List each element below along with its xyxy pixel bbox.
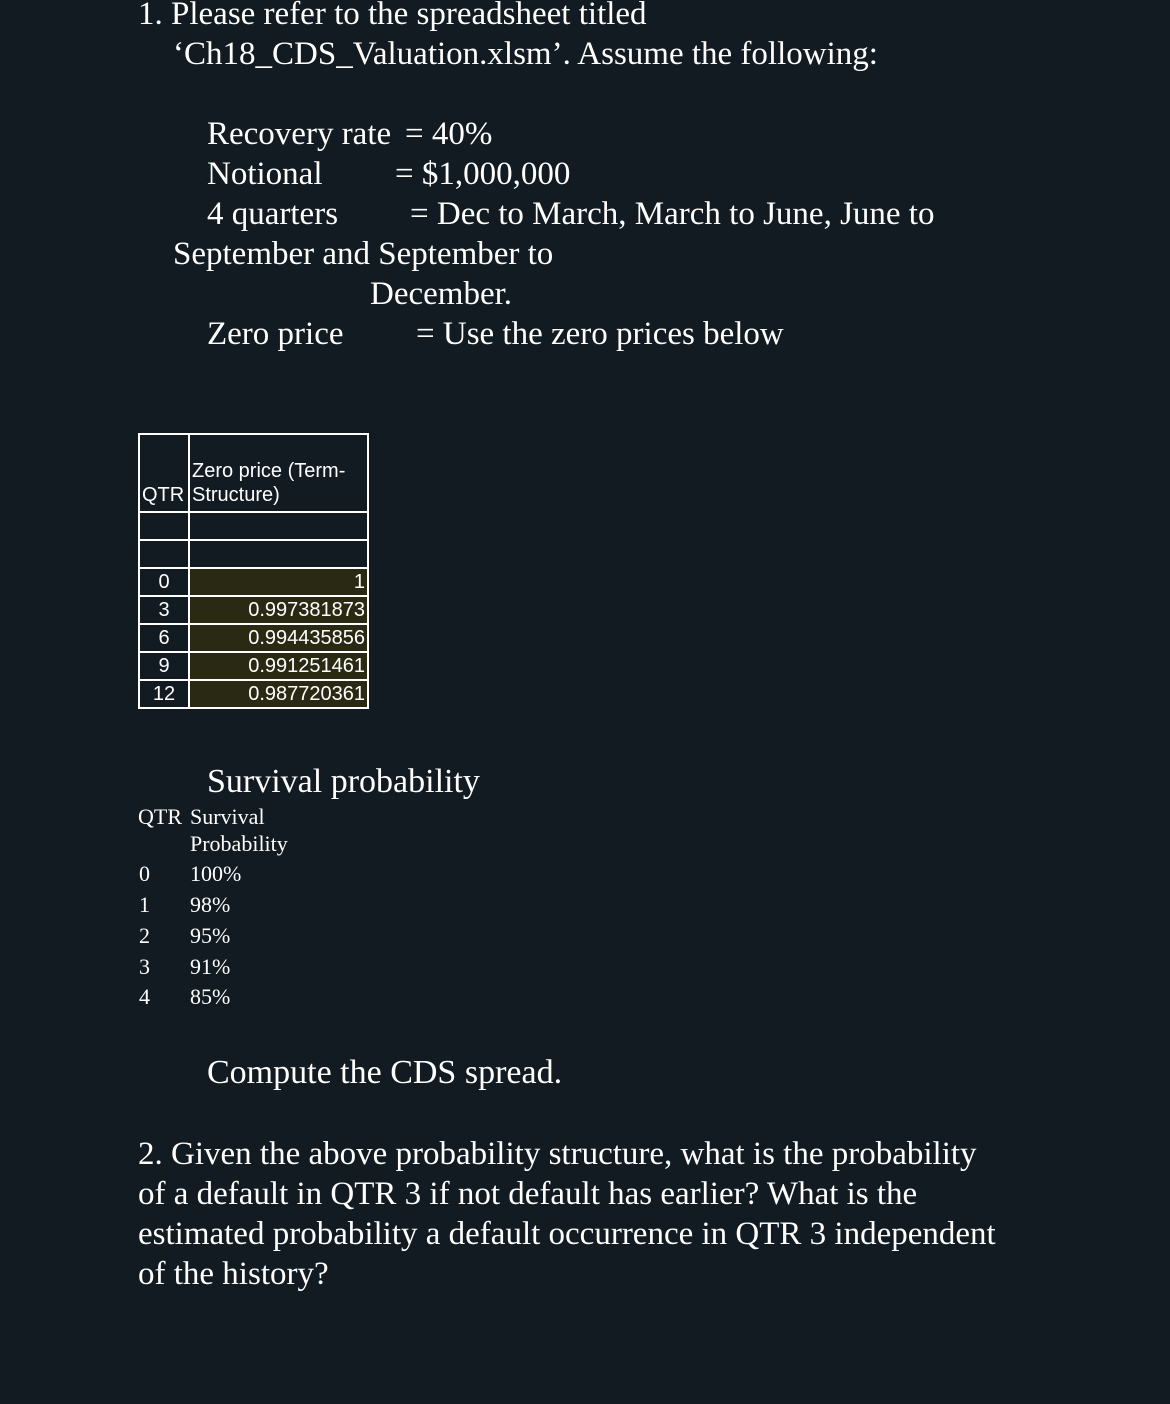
zero-table-price: 0.994435856 [189, 624, 368, 652]
recovery-value: = 40% [405, 116, 493, 152]
compute-instruction: Compute the CDS spread. [207, 1054, 563, 1091]
zero-price-label: Zero price [207, 316, 344, 352]
zero-table-row [139, 596, 368, 624]
survival-header-qtr: QTR [138, 804, 182, 829]
zero-table-row [139, 652, 368, 680]
recovery-label: Recovery rate [207, 116, 392, 152]
question2-line4: of the history? [138, 1256, 329, 1292]
zero-table-qtr: 12 [139, 680, 189, 708]
zero-table-blank-row [139, 540, 368, 568]
question2-line1: 2. Given the above probability structure, what is the probability [138, 1136, 977, 1172]
zero-table-qtr: 0 [139, 568, 189, 596]
survival-qtr: 4 [139, 984, 150, 1009]
survival-header-prob-line1: Survival [190, 804, 265, 829]
zero-table-price: 1 [189, 568, 368, 596]
quarters-label: 4 quarters [207, 196, 339, 232]
zero-table-price: 0.987720361 [189, 680, 368, 708]
zero-table-row [139, 680, 368, 708]
zero-table-blank-row [139, 512, 368, 540]
zero-table-qtr: 6 [139, 624, 189, 652]
survival-prob: 95% [190, 923, 231, 948]
zero-price-value: = Use the zero prices below [416, 316, 784, 352]
zero-table-header-row [139, 434, 368, 512]
survival-qtr: 1 [139, 892, 150, 917]
zero-table-row [139, 624, 368, 652]
zero-table-header-qtr: QTR [139, 434, 189, 512]
survival-header-prob-line2: Probability [190, 831, 288, 856]
survival-prob: 100% [190, 861, 242, 886]
quarters-cont2: December. [370, 276, 513, 312]
zero-price-table [138, 433, 369, 709]
question2-line2: of a default in QTR 3 if not default has earlier? What is the [138, 1176, 918, 1212]
survival-prob: 91% [190, 954, 231, 979]
zero-table-header-price-line2: Structure) [192, 484, 280, 506]
zero-table-qtr: 3 [139, 596, 189, 624]
quarters-cont1: September and September to [173, 236, 554, 272]
zero-table-price: 0.991251461 [189, 652, 368, 680]
notional-value: = $1,000,000 [395, 156, 571, 192]
question1-line2: ‘Ch18_CDS_Valuation.xlsm’. Assume the following: [173, 36, 878, 72]
question2-line3: estimated probability a default occurrence in QTR 3 independent [138, 1216, 996, 1252]
zero-table-header-price-line1: Zero price (Term- [192, 460, 346, 482]
survival-prob: 85% [190, 984, 231, 1009]
survival-qtr: 0 [139, 861, 150, 886]
notional-label: Notional [207, 156, 323, 192]
question1-line1: 1. Please refer to the spreadsheet titled [138, 0, 647, 32]
survival-qtr: 2 [139, 923, 150, 948]
survival-title: Survival probability [207, 763, 480, 800]
zero-table-row [139, 568, 368, 596]
quarters-value: = Dec to March, March to June, June to [410, 196, 935, 232]
zero-table-qtr: 9 [139, 652, 189, 680]
survival-prob: 98% [190, 892, 231, 917]
survival-qtr: 3 [139, 954, 150, 979]
zero-table-price: 0.997381873 [189, 596, 368, 624]
zero-table-header-price [189, 434, 368, 512]
